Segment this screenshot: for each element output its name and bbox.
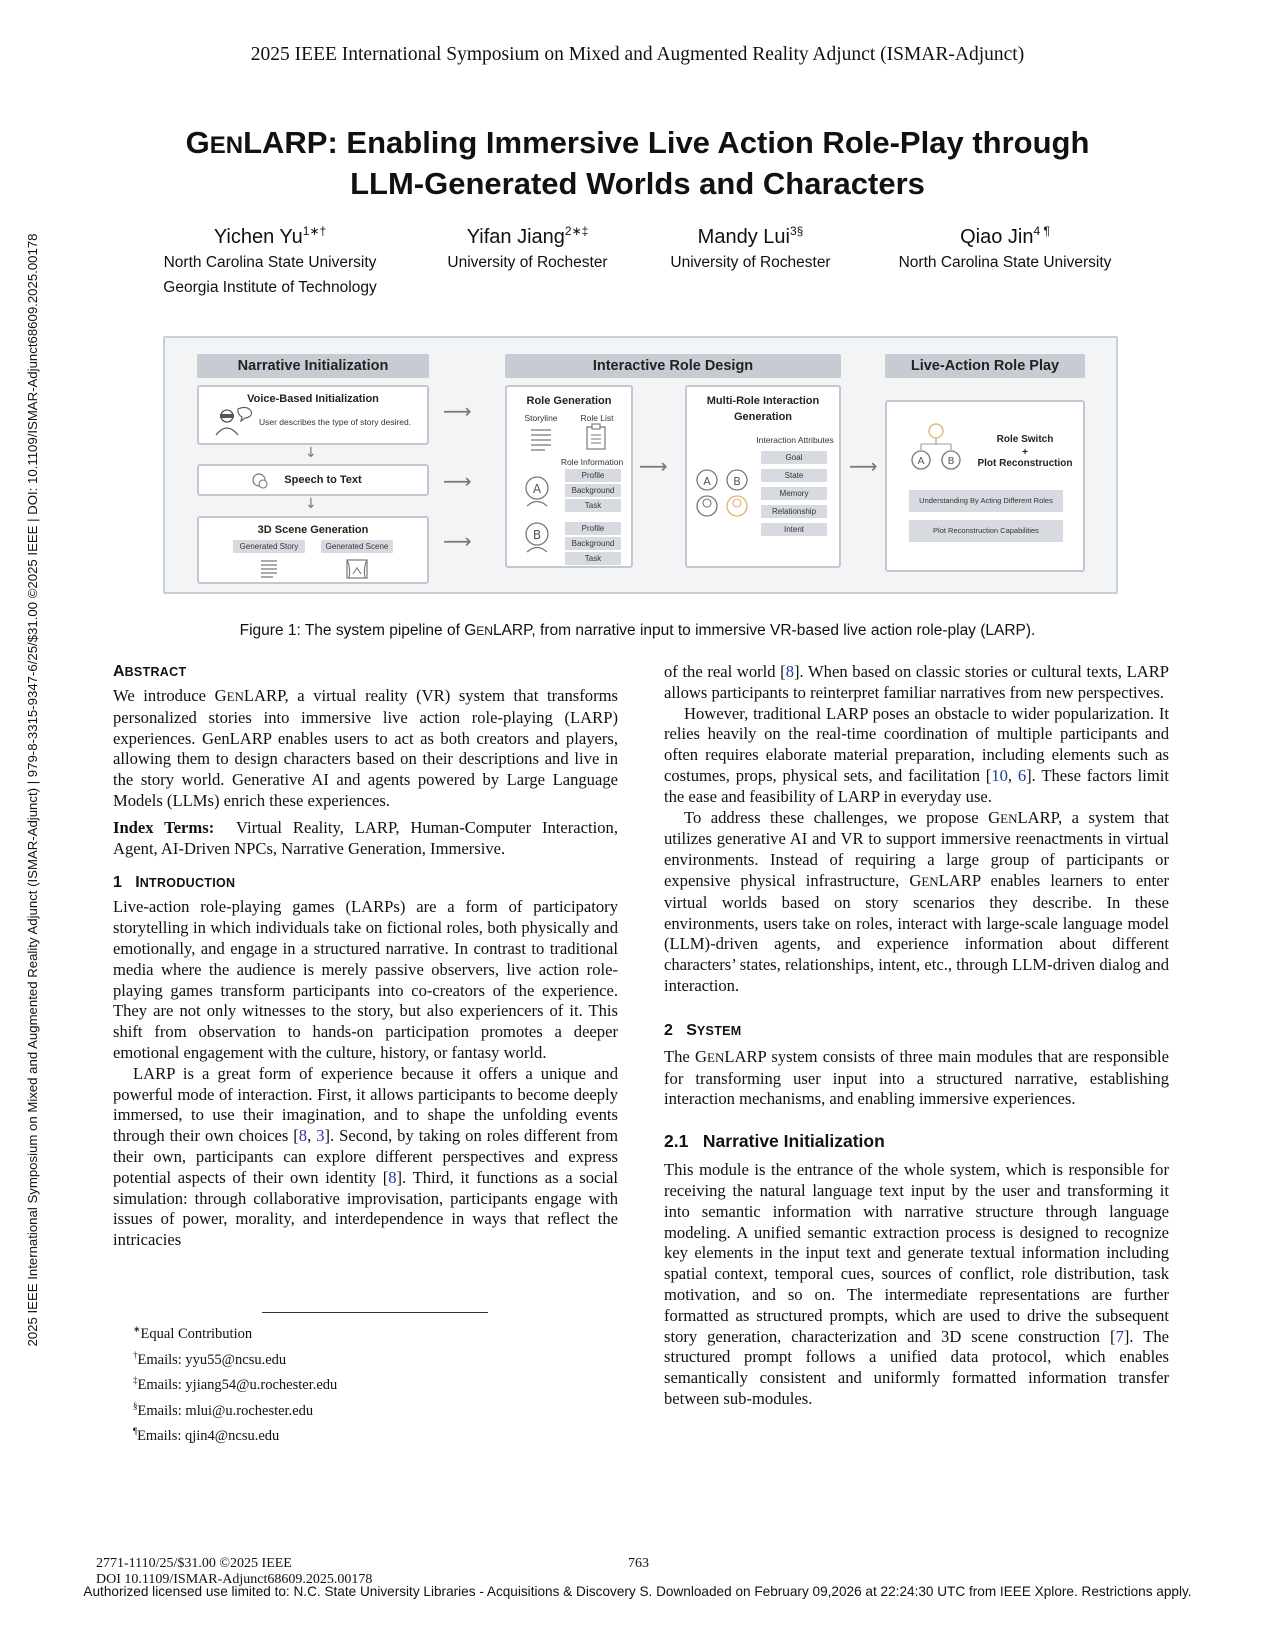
doi-line: DOI 10.1109/ISMAR-Adjunct68609.2025.00178 xyxy=(96,1571,373,1587)
price-line: 2771-1110/25/$31.00 ©2025 IEEE xyxy=(96,1556,292,1571)
author-affiliation: Georgia Institute of Technology xyxy=(163,279,377,296)
intro-paragraph-2 xyxy=(113,1064,618,1251)
interactive-role-design-header: Interactive Role Design xyxy=(505,354,841,378)
citation-sep: , xyxy=(1007,765,1018,785)
agent-b-letter: B xyxy=(733,475,741,488)
multi-title-2: Generation xyxy=(733,411,793,423)
footnote-text: Emails: yjiang54@u.rochester.edu xyxy=(137,1377,338,1393)
system-heading-rest: YSTEM xyxy=(696,1023,742,1038)
author-4 xyxy=(870,218,1140,275)
index-terms-text: Virtual Reality, LARP, Human-Computer Interaction, Agent, AI-Driven NPCs, Narrative Generation, Immersive. xyxy=(113,817,618,858)
footnote xyxy=(133,1396,553,1422)
abstract-en: EN xyxy=(226,689,244,704)
citation-sep: , xyxy=(307,1126,317,1146)
role-generation-box xyxy=(505,385,633,568)
title-g: G xyxy=(185,125,210,160)
two-agents-icon xyxy=(693,469,753,519)
right-arrow-icon: ⟶ xyxy=(443,529,472,553)
right-p3-b: LARP, a system that utilizes generative AI and VR to support immersive reenactments in virtual environments. Instead of requiring a large group of participants or expensive physical infrastructure, G xyxy=(664,807,1170,890)
switch-a-letter: A xyxy=(917,456,925,467)
author-marks: 3§ xyxy=(789,224,804,238)
right-p3-c: LARP enables learners to enter virtual worlds based on story scenarios they describe. In these environments, users take on roles, interact with large-scale language model (LLM)-driven agents, and experience information about different characters’ states, relationships, intent, etc., through LLM-driven dialog and interaction. xyxy=(664,870,1169,995)
author-2 xyxy=(420,218,635,275)
plot-capabilities-tag: Plot Reconstruction Capabilities xyxy=(909,520,1063,542)
avatar-b-icon xyxy=(523,521,551,553)
avatar-a-letter: A xyxy=(532,482,542,496)
figure-caption xyxy=(0,622,1275,640)
citation-link[interactable]: 7 xyxy=(1115,1326,1124,1346)
attr-intent: Intent xyxy=(761,523,827,536)
right-paragraph-3 xyxy=(664,808,1169,997)
attr-goal: Goal xyxy=(761,451,827,464)
index-terms xyxy=(113,818,618,860)
system-heading-s: S xyxy=(686,1021,697,1039)
role-info-label: Role Information xyxy=(560,457,624,467)
footnote xyxy=(133,1319,553,1345)
background-tag-b: Background xyxy=(565,537,621,550)
author-name: Yichen Yu xyxy=(213,226,303,248)
abstract-heading xyxy=(113,662,618,682)
citation-link[interactable]: 8 xyxy=(388,1167,397,1187)
task-tag-b: Task xyxy=(565,552,621,565)
copyright-block xyxy=(96,1556,372,1587)
citation-link[interactable]: 10 xyxy=(991,765,1008,785)
task-tag-a: Task xyxy=(565,499,621,512)
footnote-rule xyxy=(262,1312,488,1313)
footnote-mark: ‡ xyxy=(133,1375,138,1385)
footnote-text: Emails: qjin4@ncsu.edu xyxy=(137,1428,280,1444)
footnote-mark: ¶ xyxy=(133,1426,138,1436)
speech-to-text-box xyxy=(197,464,429,496)
scene-generation-box xyxy=(197,516,429,584)
role-switch-label: Role Switch xyxy=(996,434,1054,445)
footnotes xyxy=(133,1319,553,1447)
abstract-pre: We introduce G xyxy=(113,686,227,705)
down-arrow-icon: ↓ xyxy=(305,445,317,461)
abstract-paragraph xyxy=(113,686,618,812)
system-heading xyxy=(664,1021,1169,1041)
attr-relationship: Relationship xyxy=(761,505,827,518)
right-paragraph-1 xyxy=(664,662,1169,704)
switch-b-letter: B xyxy=(947,456,955,467)
author-marks: 4 ¶ xyxy=(1033,224,1050,238)
footnote xyxy=(133,1370,553,1396)
multi-title-1: Multi-Role Interaction xyxy=(706,395,820,407)
right-p2-a: However, traditional LARP poses an obstacle to wider popularization. It relies heavily on the real-time coordination of multiple participants and often requires elaborate material preparation, including elements such as costumes, props, physical sets, and facilitation [ xyxy=(664,703,1169,785)
author-affiliation: University of Rochester xyxy=(447,254,608,271)
intro-p2-b: ]. Second, by taking on roles different from their own, participants can explore different perspectives and express potential aspects of their own identity [ xyxy=(113,1126,619,1187)
right-column xyxy=(664,662,1169,1410)
voice-title: Voice-Based Initialization xyxy=(247,393,379,405)
right-paragraph-2 xyxy=(664,704,1169,808)
narrative-init-paragraph xyxy=(664,1160,1169,1410)
side-doi-strip: 2025 IEEE International Symposium on Mixed and Augmented Reality Adjunct (ISMAR-Adjunct) | 979-8-3315-9347-6/25/$31.00 ©2025 IEEE | DOI: 10.1109/ISMAR-Adjunct68609.2025.00178 xyxy=(25,233,40,1347)
narrative-p-b: ]. The structured prompt follows a unified data protocol, which enables semantically consistent and uniformly formatted information transfer between sub-modules. xyxy=(664,1326,1169,1408)
profile-tag-a: Profile xyxy=(565,469,621,482)
index-terms-label: Index Terms: xyxy=(113,817,215,837)
caption-post: LARP, from narrative input to immersive VR-based live action role-play (LARP). xyxy=(492,622,1036,639)
caption-pre: Figure 1: The system pipeline of G xyxy=(239,622,477,639)
voice-desc: User describes the type of story desired. xyxy=(259,417,412,427)
system-paragraph xyxy=(664,1047,1169,1110)
narrative-init-heading: 2.1 Narrative Initialization xyxy=(664,1131,885,1152)
footnote-text: Equal Contribution xyxy=(140,1326,253,1342)
citation-link[interactable]: 8 xyxy=(785,662,795,681)
narrative-p-a: This module is the entrance of the whole system, which is responsible for receiving the natural language text input by the user and transforming it into semantic information with narrative structure through language modeling. A unified semantic extraction process is designed to recognize key elements in the input text and generate textual information including spatial context, temporal cues, sources of conflict, role distribution, task motivation, and so on. The intermediate representations are further formatted as structured prompts, which are used to drive the subsequent story generation, characterization and 3D scene construction [ xyxy=(664,1160,1169,1346)
system-p-a: The G xyxy=(664,1046,708,1066)
footnote-mark: † xyxy=(133,1349,138,1360)
right-p1-b: ]. When based on classic stories or cultural texts, LARP allows participants to reinterpret familiar narratives from new perspectives. xyxy=(664,662,1170,702)
author-name: Yifan Jiang xyxy=(466,226,565,248)
footnote xyxy=(133,1421,553,1447)
document-lines-icon xyxy=(259,558,279,578)
scene-title: 3D Scene Generation xyxy=(257,524,369,536)
avatar-b-letter: B xyxy=(532,528,542,542)
intro-p2-c: ]. Third, it functions as a social simulation: through collaborative improvisation, participants engage with issues of power, morality, and interdependence in ways that reflect the intricacies xyxy=(113,1167,619,1250)
author-name: Qiao Jin xyxy=(960,226,1034,248)
author-affiliation: North Carolina State University xyxy=(163,254,377,271)
intro-heading xyxy=(113,873,618,893)
footnote-mark: ∗ xyxy=(133,1324,141,1334)
right-p1-a: of the real world [ xyxy=(664,662,786,681)
voice-initialization-box xyxy=(197,385,429,445)
intro-heading-i: I xyxy=(135,874,140,892)
paper-title xyxy=(120,124,1155,203)
generated-scene-tag: Generated Scene xyxy=(321,540,393,553)
footnote-text: Emails: mlui@u.rochester.edu xyxy=(137,1402,314,1419)
role-list-label: Role List xyxy=(580,413,614,423)
understanding-tag: Understanding By Acting Different Roles xyxy=(909,490,1063,512)
right-arrow-icon: ⟶ xyxy=(443,469,472,493)
system-p-en: EN xyxy=(707,1049,725,1065)
author-name: Mandy Lui xyxy=(697,226,790,248)
right-arrow-icon: ⟶ xyxy=(849,454,878,478)
citation-link[interactable]: 6 xyxy=(1017,765,1027,785)
author-affiliation: North Carolina State University xyxy=(898,254,1112,271)
system-number: 2 xyxy=(664,1021,673,1039)
clipboard-list-icon xyxy=(585,423,607,451)
intro-heading-rest: NTRODUCTION xyxy=(139,876,236,891)
stt-title: Speech to Text xyxy=(284,474,362,486)
abstract-post: LARP, a virtual reality (VR) system that transforms personalized stories into immersive live action role-playing (LARP) experiences. GenLARP enables users to act as both creators and players, allowing them to design characters based on their descriptions and live in the story world. Generative AI and agents powered by Large Language Models (LLMs) enrich these experiences. xyxy=(113,686,618,810)
right-arrow-icon: ⟶ xyxy=(443,399,472,423)
right-p3-en: EN xyxy=(1000,810,1018,826)
abstract-heading-rest: BSTRACT xyxy=(124,665,187,679)
author-1 xyxy=(140,218,400,300)
generated-story-tag: Generated Story xyxy=(233,540,305,553)
live-action-role-play-header: Live-Action Role Play xyxy=(885,354,1085,378)
intro-paragraph-1: Live-action role-playing games (LARPs) are a form of participatory storytelling in which individuals take on fictional roles, both physically and emotionally, and engage in a structured narrative. In contrast to traditional media where the audience is merely passive observers, live action role-playing games transform participants into co-creators of the experience. They are not only witnesses to the story, but also experiencers of it. This shift from observation to hands-on participation promotes a deeper emotional engagement with the culture, history, or fantasy world. xyxy=(113,897,618,1062)
citation-link[interactable]: 8 xyxy=(298,1126,308,1146)
role-gen-title: Role Generation xyxy=(526,395,612,407)
storyline-label: Storyline xyxy=(524,413,558,423)
attr-memory: Memory xyxy=(761,487,827,500)
page-number: 763 xyxy=(628,1556,649,1571)
attr-state: State xyxy=(761,469,827,482)
profile-tag-b: Profile xyxy=(565,522,621,535)
author-marks: 2∗‡ xyxy=(564,224,589,238)
right-p3-a: To address these challenges, we propose G xyxy=(684,807,1001,827)
background-tag-a: Background xyxy=(565,484,621,497)
title-line2: LLM-Generated Worlds and Characters xyxy=(350,166,925,201)
footnote xyxy=(133,1345,553,1371)
author-3 xyxy=(643,218,858,275)
stage-scene-icon xyxy=(345,558,369,580)
live-action-box xyxy=(885,400,1085,572)
intro-p2-a: LARP is a great form of experience because it offers a unique and powerful mode of interaction. First, it allows participants to become deeply immersed, to use their imagination, and to shape the unfolding events through their own choices [ xyxy=(113,1063,618,1146)
citation-link[interactable]: 3 xyxy=(316,1126,325,1146)
right-p2-b: ]. These factors limit the ease and feasibility of LARP in everyday use. xyxy=(664,765,1169,806)
storyline-lines-icon xyxy=(529,427,553,451)
role-switch-plus: + xyxy=(1022,447,1028,458)
intro-number: 1 xyxy=(113,874,122,892)
interaction-attributes-label: Interaction Attributes xyxy=(756,435,834,445)
system-p-b: LARP system consists of three main modules that are responsible for transforming user input into a structured narrative, establishing interaction mechanisms, and enabling immersive experiences. xyxy=(664,1046,1169,1109)
author-affiliation: University of Rochester xyxy=(670,254,831,271)
title-line1: LARP: Enabling Immersive Live Action Role-Play through xyxy=(243,125,1090,160)
narrative-initialization-header: Narrative Initialization xyxy=(197,354,429,378)
multi-role-interaction-box xyxy=(685,385,841,568)
left-column xyxy=(113,662,618,1251)
role-switch-icon xyxy=(907,422,965,472)
agent-a-letter: A xyxy=(703,475,711,488)
right-p3-en: EN xyxy=(921,873,939,889)
caption-en: EN xyxy=(476,624,493,638)
right-arrow-icon: ⟶ xyxy=(639,454,668,478)
plot-reconstruction-label: Plot Reconstruction xyxy=(977,458,1073,469)
license-notice: Authorized licensed use limited to: N.C. State University Libraries - Acquisitions & Discovery S. Downloaded on February 09,2026 at 22:24:30 UTC from IEEE Xplore. Restrictions apply. xyxy=(83,1584,1192,1599)
footnote-text: Emails: yyu55@ncsu.edu xyxy=(137,1351,287,1368)
abstract-heading-a: A xyxy=(113,663,125,680)
author-marks: 1∗† xyxy=(302,224,327,238)
avatar-a-icon xyxy=(523,475,551,507)
footnote-mark: § xyxy=(133,1400,138,1411)
conference-header: 2025 IEEE International Symposium on Mixed and Augmented Reality Adjunct (ISMAR-Adjunct) xyxy=(250,44,1025,65)
title-en: EN xyxy=(209,132,244,159)
down-arrow-icon: ↓ xyxy=(305,496,317,512)
pipeline-figure xyxy=(163,336,1118,594)
user-speaking-icon xyxy=(211,405,255,439)
